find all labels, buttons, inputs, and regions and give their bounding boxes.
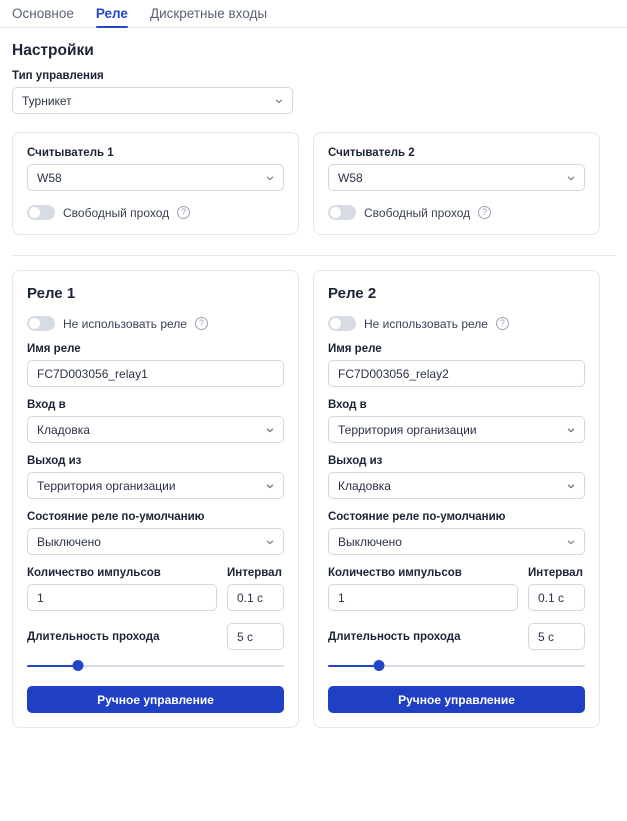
chevron-down-icon [265,481,275,491]
relay-1-duration-row [27,623,284,650]
relay-2-exit-label: Выход из [328,455,383,467]
tab-diskretnye-vhody[interactable]: Дискретные входы [149,6,268,21]
relay-2-name-input[interactable]: FC7D003056_relay2 [328,360,585,387]
relay-1-interval-input[interactable]: 0.1 с [227,584,284,611]
relay-1-entry-label: Вход в [27,399,66,411]
relay-1-duration-slider[interactable] [27,660,284,672]
relay-2-exit-select[interactable] [328,472,585,499]
reader-card-2 [313,132,600,235]
relay-1-entry-value: Кладовка [37,422,90,437]
slider-knob[interactable] [374,660,385,671]
relay-2-pulses-field [328,567,518,611]
chevron-down-icon [566,425,576,435]
relay-1-pulses-field [27,567,217,611]
relay-2-disable-toggle[interactable] [328,316,356,331]
chevron-down-icon [265,173,275,183]
relay-1-disable-label: Не использовать реле [63,316,187,331]
relay-2-default-state-value: Выключено [338,534,402,549]
tab-osnovnoe[interactable]: Основное [12,6,74,21]
relay-1-pulses-label: Количество импульсов [27,567,161,579]
relay-2-duration-label: Длительность прохода [328,630,461,643]
relay-2-pulses-label: Количество импульсов [328,567,462,579]
relay-1-name-input[interactable]: FC7D003056_relay1 [27,360,284,387]
relay-2-default-state-field [328,511,585,555]
relay-1-exit-field [27,455,284,499]
relay-1-duration-input[interactable]: 5 с [227,623,284,650]
relay-2-exit-value: Кладовка [338,478,391,493]
relay-2-entry-label: Вход в [328,399,367,411]
reader-2-free-pass-row [328,205,585,220]
relay-1-duration-label: Длительность прохода [27,630,160,643]
reader-2-title: Считыватель 2 [328,147,415,159]
relay-1-exit-label: Выход из [27,455,82,467]
relay-1-interval-label: Интервал [227,567,282,579]
relay-2-name-field [328,343,585,387]
relay-1-interval-field [227,567,284,611]
relay-1-exit-value: Территория организации [37,478,176,493]
relay-2-duration-row [328,623,585,650]
relay-1-title: Реле 1 [27,285,76,302]
readers-row [0,114,627,235]
page-title: Настройки [12,42,94,59]
relay-2-name-label: Имя реле [328,343,382,355]
slider-fill [328,665,379,667]
relay-1-default-state-field [27,511,284,555]
control-type-field [0,70,305,114]
relay-1-manual-control-button[interactable]: Ручное управление [27,686,284,713]
relay-1-default-state-select[interactable] [27,528,284,555]
control-type-select[interactable] [12,87,293,114]
slider-knob[interactable] [73,660,84,671]
reader-1-free-pass-row [27,205,284,220]
relay-1-default-state-value: Выключено [37,534,101,549]
reader-2-free-pass-toggle[interactable] [328,205,356,220]
chevron-down-icon [566,173,576,183]
relay-1-disable-toggle[interactable] [27,316,55,331]
tab-rele[interactable]: Реле [96,6,128,27]
relays-row [0,256,627,728]
relay-2-interval-label: Интервал [528,567,583,579]
relay-1-default-state-label: Состояние реле по-умолчанию [27,511,205,523]
relay-1-entry-select[interactable] [27,416,284,443]
relay-2-entry-value: Территория организации [338,422,477,437]
reader-1-free-pass-label: Свободный проход [63,205,170,220]
relay-2-interval-field [528,567,585,611]
relay-2-entry-field [328,399,585,443]
relay-2-entry-select[interactable] [328,416,585,443]
relay-1-entry-field [27,399,284,443]
tab-bar [0,0,627,28]
help-icon[interactable]: ? [478,206,491,219]
relay-2-duration-input[interactable]: 5 с [528,623,585,650]
relay-2-exit-field [328,455,585,499]
reader-card-1 [12,132,299,235]
relay-2-default-state-label: Состояние реле по-умолчанию [328,511,506,523]
relay-2-interval-input[interactable]: 0.1 с [528,584,585,611]
help-icon[interactable]: ? [177,206,190,219]
relay-2-disable-row [328,316,585,331]
relay-2-title: Реле 2 [328,285,377,302]
relay-2-disable-label: Не использовать реле [364,316,488,331]
relay-card-1 [12,270,299,728]
reader-1-value: W58 [37,170,62,185]
slider-fill [27,665,78,667]
relay-1-disable-row [27,316,284,331]
control-type-value: Турникет [22,93,72,108]
relay-2-default-state-select[interactable] [328,528,585,555]
control-type-label: Тип управления [12,70,104,82]
relay-1-exit-select[interactable] [27,472,284,499]
help-icon[interactable]: ? [195,317,208,330]
reader-2-free-pass-label: Свободный проход [364,205,471,220]
relay-2-manual-control-button[interactable]: Ручное управление [328,686,585,713]
chevron-down-icon [265,425,275,435]
reader-1-title: Считыватель 1 [27,147,114,159]
relay-1-name-field [27,343,284,387]
relay-1-name-label: Имя реле [27,343,81,355]
chevron-down-icon [566,481,576,491]
chevron-down-icon [566,537,576,547]
reader-1-select[interactable] [27,164,284,191]
relay-2-duration-slider[interactable] [328,660,585,672]
relay-card-2 [313,270,600,728]
relay-1-pulses-row [27,567,284,611]
reader-1-free-pass-toggle[interactable] [27,205,55,220]
chevron-down-icon [274,96,284,106]
reader-2-select[interactable] [328,164,585,191]
relay-1-pulses-input[interactable]: 1 [27,584,217,611]
relay-2-pulses-row [328,567,585,611]
chevron-down-icon [265,537,275,547]
relay-2-pulses-input[interactable]: 1 [328,584,518,611]
reader-2-value: W58 [338,170,363,185]
help-icon[interactable]: ? [496,317,509,330]
